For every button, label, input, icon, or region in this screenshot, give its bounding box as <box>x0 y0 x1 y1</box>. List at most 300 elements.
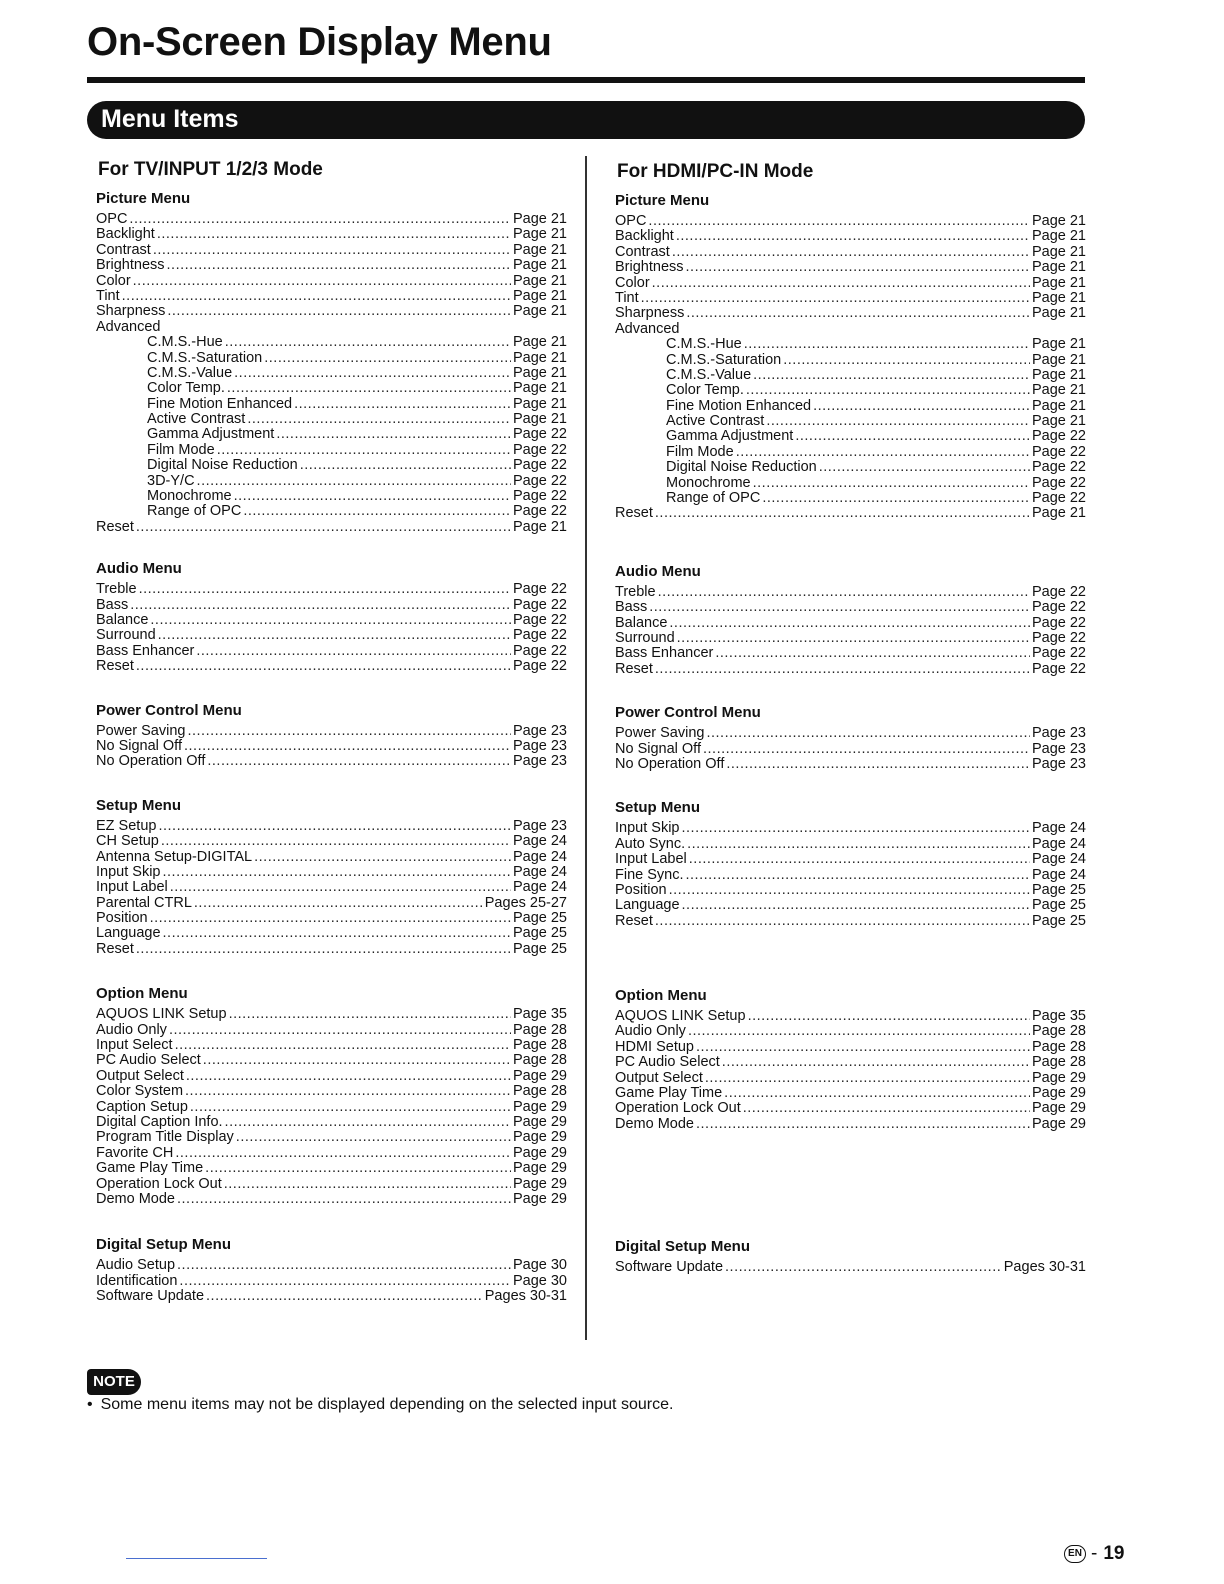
menu-entry <box>615 868 1086 883</box>
menu-entry-page: Page 21 <box>512 241 567 258</box>
menu-entry-page: Page 21 <box>512 287 567 304</box>
menu-entry-label: Monochrome <box>666 474 751 491</box>
menu-entry-label: Film Mode <box>666 443 734 460</box>
menu-entry <box>96 880 567 895</box>
menu-entry-label: Gamma Adjustment <box>666 428 794 445</box>
menu-entry <box>96 1053 567 1068</box>
menu-entry-label: Reset <box>96 518 134 535</box>
leader-dots <box>203 1053 511 1068</box>
menu-entry-page: Page 22 <box>512 503 567 520</box>
menu-entry <box>615 306 1086 321</box>
menu-entry <box>615 662 1086 677</box>
leader-dots <box>153 243 511 258</box>
menu-entry-page: Page 21 <box>1031 336 1086 353</box>
menu-entry-label: Color <box>615 274 650 291</box>
leader-dots <box>167 304 511 319</box>
menu-entry <box>615 1101 1086 1116</box>
menu-entry-label: Tint <box>615 289 639 306</box>
menu-entry <box>96 351 567 366</box>
menu-entry <box>615 837 1086 852</box>
menu-entry-label: Brightness <box>96 257 165 274</box>
menu-entry-page: Page 21 <box>1031 213 1086 229</box>
menu-block <box>96 559 567 674</box>
menu-entry <box>615 726 1086 741</box>
menu-block <box>615 798 1086 929</box>
menu-entry <box>615 476 1086 491</box>
menu-entry-label: Color <box>96 272 131 289</box>
leader-dots <box>753 368 1030 383</box>
menu-entry-page: Page 22 <box>1031 459 1086 476</box>
menu-entry-label: Game Play Time <box>615 1085 723 1102</box>
menu-entry-label: Contrast <box>615 243 670 260</box>
leader-dots <box>157 227 511 242</box>
menu-entry-page: Page 21 <box>1031 505 1086 522</box>
menu-entry <box>615 757 1086 772</box>
menu-entry-page: Page 22 <box>512 457 567 474</box>
menu-entry <box>96 243 567 258</box>
menu-entry <box>96 520 567 535</box>
menu-entry-page: Page 24 <box>512 879 567 896</box>
menu-entry <box>615 1024 1086 1039</box>
menu-entry-label: Gamma Adjustment <box>147 426 275 443</box>
leader-dots <box>696 1040 1030 1055</box>
leader-dots <box>243 504 511 519</box>
menu-entry-page: Page 21 <box>1031 259 1086 276</box>
menu-entry <box>96 1130 567 1145</box>
menu-entry <box>615 1086 1086 1101</box>
menu-entry-page: Page 29 <box>512 1129 567 1146</box>
menu-entry-page: Page 21 <box>512 380 567 397</box>
menu-entry-page: Page 21 <box>512 395 567 412</box>
menu-entry-label: Fine Motion Enhanced <box>147 395 293 412</box>
leader-dots <box>225 1115 511 1130</box>
menu-block <box>615 562 1086 677</box>
menu-entry <box>615 445 1086 460</box>
menu-entry-label: Input Select <box>96 1037 173 1054</box>
menu-entry-page: Page 22 <box>1031 474 1086 491</box>
leader-dots <box>743 1101 1030 1116</box>
menu-entry-label: Input Skip <box>615 820 680 837</box>
menu-entry-label: No Operation Off <box>96 753 206 770</box>
menu-entry <box>96 504 567 519</box>
menu-entry <box>96 474 567 489</box>
menu-entry-page: Page 21 <box>512 272 567 289</box>
menu-entry <box>615 276 1086 291</box>
leader-dots <box>161 834 511 849</box>
tv-input-mode-column <box>96 157 567 1304</box>
menu-entry-label: OPC <box>615 213 647 229</box>
menu-entry-label: Auto Sync. <box>615 835 686 852</box>
menu-entry <box>96 896 567 911</box>
menu-entry-label: C.M.S.-Value <box>147 364 233 381</box>
leader-dots <box>762 491 1030 506</box>
leader-dots <box>648 214 1030 229</box>
menu-entry-page: Page 29 <box>512 1160 567 1177</box>
leader-dots <box>177 1258 511 1273</box>
menu-entry-label: Tint <box>96 287 120 304</box>
leader-dots <box>136 659 511 674</box>
menu-entry-label: C.M.S.-Value <box>666 366 752 383</box>
menu-entry <box>615 616 1086 631</box>
menu-entry <box>96 724 567 739</box>
menu-entry-label: No Operation Off <box>615 755 725 772</box>
menu-entry <box>96 366 567 381</box>
menu-entry-page: Page 21 <box>512 211 567 227</box>
menu-entry-page: Page 29 <box>1031 1115 1086 1132</box>
menu-entry <box>96 1007 567 1022</box>
menu-entry <box>96 1274 567 1289</box>
menu-entry-label: Reset <box>615 660 653 677</box>
leader-dots <box>725 1260 1002 1275</box>
leader-dots <box>748 1009 1030 1024</box>
menu-entry-page: Page 23 <box>1031 725 1086 742</box>
leader-dots <box>715 646 1030 661</box>
leader-dots <box>677 631 1030 646</box>
menu-entry-label: AQUOS LINK Setup <box>615 1008 746 1025</box>
menu-entry-page: Page 25 <box>512 940 567 957</box>
menu-heading: Power Control Menu <box>615 704 761 722</box>
menu-entry-page: Page 28 <box>1031 1054 1086 1071</box>
leader-dots <box>819 460 1030 475</box>
section-title: Menu Items <box>101 105 239 133</box>
menu-entry-page: Page 25 <box>1031 912 1086 929</box>
menu-entry-page: Page 22 <box>512 658 567 675</box>
leader-dots <box>688 1024 1030 1039</box>
menu-entry <box>615 491 1086 506</box>
menu-entry-label: CH Setup <box>96 833 159 850</box>
leader-dots <box>190 1100 511 1115</box>
menu-entry-page: Page 24 <box>1031 835 1086 852</box>
leader-dots <box>167 258 511 273</box>
menu-heading: Option Menu <box>615 987 707 1005</box>
menu-entry <box>96 212 567 227</box>
menu-entry-page: Page 23 <box>512 737 567 754</box>
menu-entry-label: Digital Noise Reduction <box>666 459 817 476</box>
menu-entry-label: Monochrome <box>147 488 232 505</box>
menu-entry-page: Page 30 <box>512 1257 567 1274</box>
menu-heading: Picture Menu <box>96 190 191 207</box>
menu-block <box>96 796 567 958</box>
menu-block <box>96 701 567 770</box>
menu-entry <box>96 335 567 350</box>
menu-entry-page: Page 22 <box>1031 490 1086 507</box>
menu-entry-label: Program Title Display <box>96 1129 234 1146</box>
menu-entry-page: Page 21 <box>1031 351 1086 368</box>
leader-dots <box>652 276 1030 291</box>
menu-entry-label: Reset <box>96 940 134 957</box>
leader-dots <box>703 742 1030 757</box>
section-bar <box>87 101 1085 139</box>
menu-entry-page: Page 22 <box>512 581 567 598</box>
menu-entry-label: Range of OPC <box>147 503 242 520</box>
menu-entry-page: Page 21 <box>1031 243 1086 260</box>
menu-entry <box>96 1115 567 1130</box>
menu-entry-label: HDMI Setup <box>615 1038 694 1055</box>
menu-entry-page: Page 21 <box>1031 397 1086 414</box>
menu-entry-page: Page 28 <box>512 1052 567 1069</box>
menu-entry <box>615 353 1086 368</box>
leader-dots <box>130 598 511 613</box>
menu-entry-page: Page 22 <box>512 441 567 458</box>
menu-entry-label: No Signal Off <box>615 740 701 757</box>
leader-dots <box>672 245 1030 260</box>
menu-entry-label: Favorite CH <box>96 1144 174 1161</box>
menu-entry-page: Page 23 <box>512 753 567 770</box>
menu-entry-label: Contrast <box>96 241 151 258</box>
leader-dots <box>175 1038 511 1053</box>
leader-dots <box>150 613 511 628</box>
menu-block <box>615 703 1086 772</box>
menu-entry <box>96 1084 567 1099</box>
leader-dots <box>163 926 511 941</box>
menu-entry-label: Identification <box>96 1272 178 1289</box>
menu-entry-page: Page 24 <box>512 863 567 880</box>
menu-entry-page: Page 28 <box>1031 1023 1086 1040</box>
menu-entry-page: Page 22 <box>1031 645 1086 662</box>
menu-entry <box>96 628 567 643</box>
menu-entry <box>615 322 1086 337</box>
leader-dots <box>783 353 1030 368</box>
leader-dots <box>234 366 511 381</box>
leader-dots <box>187 724 511 739</box>
menu-entry-label: C.M.S.-Hue <box>147 334 223 351</box>
leader-dots <box>224 1177 511 1192</box>
menu-entry-label: C.M.S.-Saturation <box>147 349 263 366</box>
menu-entry <box>615 821 1086 836</box>
menu-entry-label: EZ Setup <box>96 817 157 834</box>
menu-entry-page: Page 29 <box>512 1067 567 1084</box>
menu-entry-page: Page 25 <box>512 925 567 942</box>
menu-entry-label: Reset <box>615 912 653 929</box>
leader-dots <box>686 868 1030 883</box>
menu-entry-page: Page 28 <box>512 1021 567 1038</box>
menu-entry <box>96 1258 567 1273</box>
menu-entry-page: Page 22 <box>512 596 567 613</box>
menu-entry <box>96 1192 567 1207</box>
menu-entry-page: Page 21 <box>1031 382 1086 399</box>
leader-dots <box>726 757 1030 772</box>
leader-dots <box>655 914 1030 929</box>
page-number-value: 19 <box>1103 1543 1125 1564</box>
menu-entry-label: Operation Lock Out <box>615 1100 741 1117</box>
menu-entry-page: Page 29 <box>512 1190 567 1207</box>
menu-entry <box>96 850 567 865</box>
leader-dots <box>746 383 1030 398</box>
menu-entry <box>615 646 1086 661</box>
menu-entry-label: Antenna Setup-DIGITAL <box>96 848 253 865</box>
leader-dots <box>724 1086 1030 1101</box>
menu-entry <box>96 289 567 304</box>
menu-entry-label: Film Mode <box>147 441 215 458</box>
menu-block <box>96 189 567 535</box>
leader-dots <box>163 865 511 880</box>
menu-entry-page: Page 25 <box>512 910 567 927</box>
leader-dots <box>686 260 1030 275</box>
menu-entry <box>615 1040 1086 1055</box>
menu-entry-label: Input Skip <box>96 863 161 880</box>
menu-heading: Digital Setup Menu <box>96 1236 231 1254</box>
menu-entry-page: Page 23 <box>1031 740 1086 757</box>
menu-entry <box>615 852 1086 867</box>
menu-entry <box>615 460 1086 475</box>
menu-entry-label: Brightness <box>615 259 684 276</box>
menu-entry-page: Page 21 <box>1031 289 1086 306</box>
menu-entry-page: Page 24 <box>512 833 567 850</box>
menu-entry-page: Page 28 <box>1031 1038 1086 1055</box>
leader-dots <box>669 883 1030 898</box>
menu-heading: Audio Menu <box>96 560 182 578</box>
leader-dots <box>136 942 511 957</box>
menu-entry-page: Page 24 <box>1031 820 1086 837</box>
note-body: Some menu items may not be displayed depending on the selected input source. <box>100 1396 674 1413</box>
menu-entry-label: Input Label <box>96 879 168 896</box>
menu-entry <box>96 381 567 396</box>
leader-dots <box>676 229 1030 244</box>
leader-dots <box>753 476 1030 491</box>
menu-entry-label: Bass <box>96 596 129 613</box>
leader-dots <box>207 754 511 769</box>
menu-entry-label: Treble <box>96 581 137 598</box>
leader-dots <box>655 506 1030 521</box>
menu-entry <box>615 383 1086 398</box>
menu-entry-label: PC Audio Select <box>615 1054 720 1071</box>
menu-entry-page: Page 29 <box>1031 1100 1086 1117</box>
menu-entry <box>96 926 567 941</box>
menu-entry-page: Page 29 <box>1031 1085 1086 1102</box>
leader-dots <box>276 427 511 442</box>
menu-entry <box>96 819 567 834</box>
menu-entry-label: Audio Only <box>96 1021 167 1038</box>
leader-dots <box>194 896 483 911</box>
menu-entry-label: Surround <box>615 629 675 646</box>
leader-dots <box>682 898 1030 913</box>
leader-dots <box>158 819 511 834</box>
menu-entry-page: Pages 30-31 <box>1003 1259 1086 1276</box>
leader-dots <box>170 880 511 895</box>
leader-dots <box>687 837 1030 852</box>
menu-entry <box>96 304 567 319</box>
menu-entry <box>615 1071 1086 1086</box>
leader-dots <box>294 397 511 412</box>
leader-dots <box>300 458 511 473</box>
leader-dots <box>122 289 511 304</box>
menu-entry-page: Page 21 <box>1031 228 1086 245</box>
menu-entry-label: PC Audio Select <box>96 1052 201 1069</box>
menu-entry-page: Page 25 <box>1031 881 1086 898</box>
leader-dots <box>649 600 1030 615</box>
page-title: On-Screen Display Menu <box>87 20 552 64</box>
menu-entry <box>96 834 567 849</box>
menu-entry-label: Game Play Time <box>96 1160 204 1177</box>
menu-entry <box>615 1260 1086 1275</box>
menu-entry-page: Page 21 <box>512 411 567 428</box>
menu-entry-label: Sharpness <box>615 305 685 322</box>
hdmi-pc-mode-column <box>615 159 1086 1276</box>
menu-entry-label: Audio Only <box>615 1023 686 1040</box>
menu-entry-page: Pages 25-27 <box>484 894 567 911</box>
leader-dots <box>722 1055 1030 1070</box>
menu-entry-label: Advanced <box>96 318 161 335</box>
menu-entry-label: Audio Setup <box>96 1257 176 1274</box>
leader-dots <box>669 616 1030 631</box>
menu-entry <box>615 585 1086 600</box>
menu-heading: Audio Menu <box>615 562 701 580</box>
leader-dots <box>236 1130 511 1145</box>
leader-dots <box>136 520 511 535</box>
leader-dots <box>227 381 511 396</box>
leader-dots <box>217 443 511 458</box>
leader-dots <box>205 1161 511 1176</box>
column-divider <box>585 156 587 1340</box>
menu-entry-label: Advanced <box>615 320 680 337</box>
leader-dots <box>247 412 511 427</box>
menu-entry <box>615 1117 1086 1132</box>
menu-entry-label: Balance <box>96 611 149 628</box>
note-bullet: • <box>87 1396 93 1413</box>
menu-heading: Setup Menu <box>96 796 181 814</box>
menu-entry <box>96 1023 567 1038</box>
leader-dots <box>696 1117 1030 1132</box>
menu-entry-page: Page 22 <box>512 627 567 644</box>
menu-entry-label: Bass <box>615 599 648 616</box>
leader-dots <box>139 582 511 597</box>
leader-dots <box>706 726 1030 741</box>
menu-entry <box>615 506 1086 521</box>
menu-entry <box>96 227 567 242</box>
leader-dots <box>766 414 1030 429</box>
menu-entry-label: Output Select <box>615 1069 703 1086</box>
menu-entry-label: Sharpness <box>96 303 166 320</box>
menu-entry <box>96 739 567 754</box>
leader-dots <box>234 489 511 504</box>
menu-entry <box>615 898 1086 913</box>
menu-entry-page: Page 28 <box>512 1037 567 1054</box>
page-number-separator: - <box>1091 1543 1098 1564</box>
menu-entry <box>96 911 567 926</box>
leader-dots <box>744 337 1030 352</box>
menu-entry-page: Page 28 <box>512 1083 567 1100</box>
menu-entry <box>96 397 567 412</box>
leader-dots <box>225 335 511 350</box>
menu-entry-label: Surround <box>96 627 156 644</box>
menu-entry-label: Input Label <box>615 851 687 868</box>
menu-entry <box>615 600 1086 615</box>
menu-entry-page: Page 21 <box>1031 366 1086 383</box>
menu-heading: Digital Setup Menu <box>615 1238 750 1256</box>
menu-entry-page: Page 23 <box>512 722 567 739</box>
leader-dots <box>186 1069 511 1084</box>
menu-entry-page: Page 35 <box>512 1006 567 1023</box>
leader-dots <box>682 821 1030 836</box>
menu-entry-label: C.M.S.-Saturation <box>666 351 782 368</box>
menu-entry <box>96 412 567 427</box>
menu-entry-label: Bass Enhancer <box>615 645 714 662</box>
menu-entry-label: Position <box>96 910 148 927</box>
menu-entry <box>96 320 567 335</box>
menu-heading: Picture Menu <box>615 192 710 209</box>
menu-entry-page: Page 22 <box>512 488 567 505</box>
menu-entry <box>615 414 1086 429</box>
menu-entry-page: Page 22 <box>1031 428 1086 445</box>
menu-entry <box>96 258 567 273</box>
menu-entry-page: Page 21 <box>512 518 567 535</box>
menu-entry-label: Active Contrast <box>147 411 246 428</box>
bottom-link-underline <box>126 1558 267 1559</box>
leader-dots <box>641 291 1030 306</box>
menu-entry-label: Treble <box>615 583 656 600</box>
menu-entry-label: Balance <box>615 614 668 631</box>
menu-entry <box>615 1055 1086 1070</box>
